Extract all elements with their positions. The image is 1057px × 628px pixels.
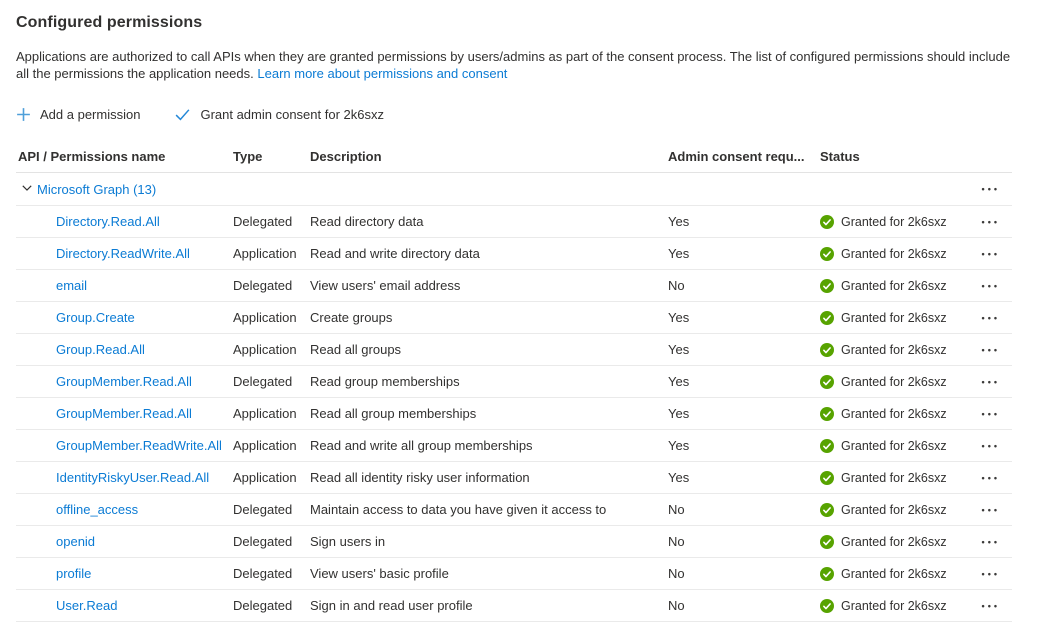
description-text: Applications are authorized to call APIs when they are granted permissions by users/admins as part of the consent process. The list of configured permissions should include all the permissions the application needs. bbox=[16, 49, 1011, 81]
permission-row bbox=[16, 366, 1012, 398]
permission-description: Read and write directory data bbox=[310, 246, 480, 261]
admin-consent-required: Yes bbox=[668, 406, 690, 421]
permission-type: Delegated bbox=[233, 566, 293, 581]
permission-description: Sign in and read user profile bbox=[310, 598, 473, 613]
permission-name-link[interactable]: Directory.ReadWrite.All bbox=[56, 246, 190, 261]
permission-name-link[interactable]: Group.Read.All bbox=[56, 342, 145, 357]
admin-consent-required: No bbox=[668, 502, 685, 517]
more-options-button[interactable]: ••• bbox=[980, 533, 1002, 551]
granted-check-icon bbox=[820, 279, 834, 293]
granted-check-icon bbox=[820, 375, 834, 389]
permission-row bbox=[16, 206, 1012, 238]
more-options-button[interactable]: ••• bbox=[980, 405, 1002, 423]
status-text: Granted for 2k6sxz bbox=[841, 470, 947, 485]
add-permission-label: Add a permission bbox=[40, 106, 141, 122]
permission-name-link[interactable]: Group.Create bbox=[56, 310, 135, 325]
permission-type: Application bbox=[233, 406, 297, 421]
granted-check-icon bbox=[820, 439, 834, 453]
permission-description: Create groups bbox=[310, 310, 393, 325]
permission-name-link[interactable]: User.Read bbox=[56, 598, 118, 613]
table-body bbox=[16, 206, 1012, 622]
admin-consent-required: Yes bbox=[668, 342, 690, 357]
permission-type: Application bbox=[233, 470, 297, 485]
admin-consent-required: No bbox=[668, 534, 685, 549]
status-text: Granted for 2k6sxz bbox=[841, 566, 947, 581]
granted-check-icon bbox=[820, 247, 834, 261]
permission-row bbox=[16, 302, 1012, 334]
more-options-button[interactable]: ••• bbox=[980, 245, 1002, 263]
admin-consent-required: Yes bbox=[668, 310, 690, 325]
permission-description: Read all group memberships bbox=[310, 406, 477, 421]
granted-check-icon bbox=[820, 503, 834, 517]
permission-row bbox=[16, 526, 1012, 558]
permission-row bbox=[16, 334, 1012, 366]
permission-name-link[interactable]: offline_access bbox=[56, 502, 139, 517]
permission-type: Delegated bbox=[233, 502, 293, 517]
admin-consent-required: Yes bbox=[668, 470, 690, 485]
permission-row bbox=[16, 462, 1012, 494]
header-type: Type bbox=[233, 148, 263, 164]
chevron-down-icon[interactable] bbox=[21, 181, 33, 199]
permission-type: Delegated bbox=[233, 214, 293, 229]
add-permission-button[interactable] bbox=[16, 105, 140, 124]
granted-check-icon bbox=[820, 535, 834, 549]
api-group-row bbox=[16, 173, 1012, 206]
permission-description: Read all identity risky user information bbox=[310, 470, 530, 485]
admin-consent-required: Yes bbox=[668, 246, 690, 261]
permission-description: Sign users in bbox=[310, 534, 386, 549]
permission-row bbox=[16, 558, 1012, 590]
more-options-button[interactable]: ••• bbox=[980, 213, 1002, 231]
header-description: Description bbox=[310, 148, 382, 164]
status-text: Granted for 2k6sxz bbox=[841, 502, 947, 517]
permission-type: Delegated bbox=[233, 534, 293, 549]
more-options-button[interactable]: ••• bbox=[980, 501, 1002, 519]
permission-row bbox=[16, 430, 1012, 462]
status-text: Granted for 2k6sxz bbox=[841, 278, 947, 293]
more-options-button[interactable]: ••• bbox=[980, 309, 1002, 327]
permission-description: Maintain access to data you have given it access to bbox=[310, 502, 607, 517]
header-api-permissions-name: API / Permissions name bbox=[18, 148, 166, 164]
more-options-button[interactable]: ••• bbox=[980, 373, 1002, 391]
header-status: Status bbox=[820, 148, 860, 164]
more-options-button[interactable]: ••• bbox=[980, 565, 1002, 583]
permission-name-link[interactable]: GroupMember.Read.All bbox=[56, 406, 192, 421]
admin-consent-required: No bbox=[668, 566, 685, 581]
permission-description: Read group memberships bbox=[310, 374, 460, 389]
status-text: Granted for 2k6sxz bbox=[841, 214, 947, 229]
permission-description: Read all groups bbox=[310, 342, 402, 357]
granted-check-icon bbox=[820, 599, 834, 613]
admin-consent-required: No bbox=[668, 598, 685, 613]
status-text: Granted for 2k6sxz bbox=[841, 246, 947, 261]
admin-consent-required: Yes bbox=[668, 438, 690, 453]
grant-admin-consent-label: Grant admin consent for 2k6sxz bbox=[200, 106, 384, 122]
admin-consent-required: Yes bbox=[668, 214, 690, 229]
more-options-button[interactable]: ••• bbox=[980, 180, 1002, 198]
description bbox=[16, 48, 1022, 82]
permission-description: View users' email address bbox=[310, 278, 461, 293]
permission-row bbox=[16, 590, 1012, 622]
granted-check-icon bbox=[820, 471, 834, 485]
status-text: Granted for 2k6sxz bbox=[841, 534, 947, 549]
check-icon bbox=[174, 107, 191, 122]
permission-type: Delegated bbox=[233, 374, 293, 389]
permission-description: Read and write all group memberships bbox=[310, 438, 533, 453]
more-options-button[interactable]: ••• bbox=[980, 469, 1002, 487]
permission-description: View users' basic profile bbox=[310, 566, 449, 581]
permission-type: Delegated bbox=[233, 598, 293, 613]
permission-type: Application bbox=[233, 310, 297, 325]
more-options-button[interactable]: ••• bbox=[980, 437, 1002, 455]
more-options-button[interactable]: ••• bbox=[980, 341, 1002, 359]
permission-name-link[interactable]: Directory.Read.All bbox=[56, 214, 160, 229]
page-title: Configured permissions bbox=[16, 14, 203, 31]
granted-check-icon bbox=[820, 407, 834, 421]
plus-icon bbox=[16, 107, 31, 122]
permission-type: Application bbox=[233, 438, 297, 453]
status-text: Granted for 2k6sxz bbox=[841, 406, 947, 421]
status-text: Granted for 2k6sxz bbox=[841, 598, 947, 613]
permission-name-link[interactable]: GroupMember.Read.All bbox=[56, 374, 192, 389]
permission-row bbox=[16, 494, 1012, 526]
permission-type: Application bbox=[233, 342, 297, 357]
permission-name-link[interactable]: IdentityRiskyUser.Read.All bbox=[56, 470, 210, 485]
status-text: Granted for 2k6sxz bbox=[841, 438, 947, 453]
permission-row bbox=[16, 238, 1012, 270]
granted-check-icon bbox=[820, 567, 834, 581]
header-admin-consent-required: Admin consent requ... bbox=[668, 148, 805, 164]
permission-type: Application bbox=[233, 246, 297, 261]
status-text: Granted for 2k6sxz bbox=[841, 310, 947, 325]
status-text: Granted for 2k6sxz bbox=[841, 342, 947, 357]
permission-row bbox=[16, 270, 1012, 302]
granted-check-icon bbox=[820, 311, 834, 325]
status-text: Granted for 2k6sxz bbox=[841, 374, 947, 389]
grant-admin-consent-button[interactable] bbox=[174, 105, 384, 124]
granted-check-icon bbox=[820, 215, 834, 229]
permission-name-link[interactable]: openid bbox=[56, 534, 96, 549]
api-group-link[interactable]: Microsoft Graph (13) bbox=[37, 181, 157, 197]
admin-consent-required: Yes bbox=[668, 374, 690, 389]
command-bar bbox=[16, 102, 1041, 126]
admin-consent-required: No bbox=[668, 278, 685, 293]
permission-row bbox=[16, 398, 1012, 430]
permission-name-link[interactable]: email bbox=[56, 278, 88, 293]
permission-description: Read directory data bbox=[310, 214, 424, 229]
learn-more-link[interactable]: Learn more about permissions and consent bbox=[257, 66, 508, 81]
permission-name-link[interactable]: profile bbox=[56, 566, 92, 581]
more-options-button[interactable]: ••• bbox=[980, 597, 1002, 615]
permission-type: Delegated bbox=[233, 278, 293, 293]
granted-check-icon bbox=[820, 343, 834, 357]
table-header-row bbox=[16, 140, 1012, 173]
permission-name-link[interactable]: GroupMember.ReadWrite.All bbox=[56, 438, 222, 453]
permissions-table bbox=[16, 140, 1012, 622]
more-options-button[interactable]: ••• bbox=[980, 277, 1002, 295]
